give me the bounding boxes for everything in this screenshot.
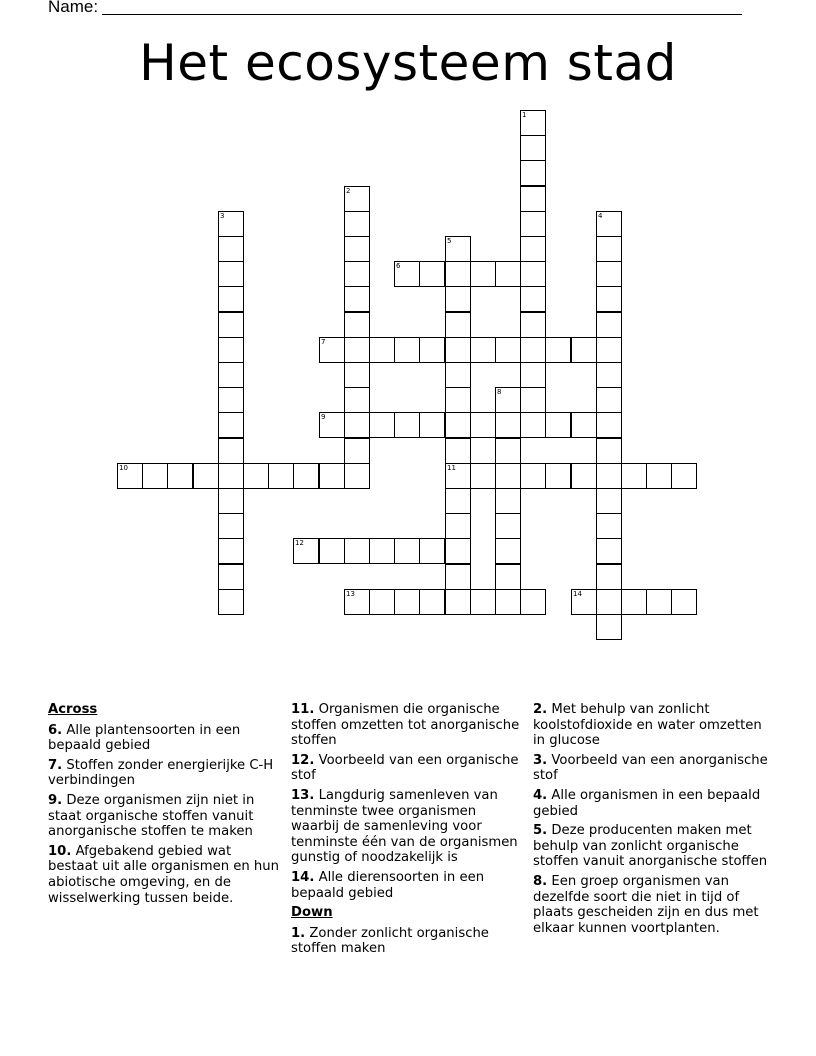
page-title: Het ecosysteem stad <box>139 34 677 92</box>
crossword-cell[interactable] <box>419 337 445 363</box>
name-label: Name: <box>48 0 99 16</box>
clue-number: 8. <box>533 873 548 889</box>
crossword-cell[interactable] <box>218 538 244 564</box>
crossword-cell[interactable] <box>445 261 471 287</box>
crossword-cell[interactable] <box>394 261 420 287</box>
clue-column-2 <box>291 702 523 961</box>
clue-down-2 <box>533 702 769 749</box>
crossword-cell[interactable] <box>596 337 622 363</box>
clue-number-label: 14 <box>573 590 582 598</box>
clue-text: Zonder zonlicht organische stoffen maken <box>291 925 489 957</box>
crossword-cell[interactable] <box>218 412 244 438</box>
clue-down-4 <box>533 788 769 819</box>
crossword-cell[interactable] <box>520 286 546 312</box>
crossword-cell[interactable] <box>344 261 370 287</box>
crossword-cell[interactable] <box>520 387 546 413</box>
down-heading: Down <box>291 905 333 921</box>
clue-across-6 <box>48 723 280 754</box>
clue-number: 11. <box>291 702 315 717</box>
clue-text: Voorbeeld van een organische stof <box>291 752 519 784</box>
clue-down-8 <box>533 874 769 936</box>
clue-number: 14. <box>291 869 315 885</box>
crossword-cell[interactable] <box>218 438 244 464</box>
crossword-cell[interactable] <box>671 589 697 615</box>
crossword-cell[interactable] <box>520 362 546 388</box>
crossword-cell[interactable] <box>394 412 420 438</box>
crossword-cell[interactable] <box>470 589 496 615</box>
crossword-cell[interactable] <box>495 538 521 564</box>
crossword-cell[interactable] <box>520 589 546 615</box>
crossword-cell[interactable] <box>495 337 521 363</box>
crossword-cell[interactable] <box>520 135 546 161</box>
clue-number-label: 3 <box>220 212 225 220</box>
crossword-cell[interactable] <box>394 538 420 564</box>
crossword-cell[interactable] <box>646 463 672 489</box>
crossword-cell[interactable] <box>445 362 471 388</box>
clue-text: Alle plantensoorten in een bepaald gebied <box>48 722 241 754</box>
clue-text: Alle dierensoorten in een bepaald gebied <box>291 869 485 901</box>
crossword-cell[interactable] <box>596 538 622 564</box>
crossword-cell[interactable] <box>571 337 597 363</box>
crossword-cell[interactable] <box>445 438 471 464</box>
crossword-cell[interactable] <box>596 614 622 640</box>
crossword-cell[interactable] <box>495 589 521 615</box>
crossword-cell[interactable] <box>344 412 370 438</box>
crossword-cell[interactable] <box>344 236 370 262</box>
crossword-cell[interactable] <box>520 110 546 136</box>
crossword-cell[interactable] <box>319 538 345 564</box>
crossword-cell[interactable] <box>117 463 143 489</box>
clue-column-3 <box>533 702 769 940</box>
crossword-cell[interactable] <box>445 312 471 338</box>
crossword-cell[interactable] <box>218 312 244 338</box>
crossword-cell[interactable] <box>495 564 521 590</box>
crossword-cell[interactable] <box>495 261 521 287</box>
crossword-cell[interactable] <box>520 463 546 489</box>
clue-across-12 <box>291 753 523 784</box>
crossword-cell[interactable] <box>319 463 345 489</box>
crossword-cell[interactable] <box>445 387 471 413</box>
clue-text: Langdurig samenleven van tenminste twee organismen waarbij de samenleving voor tenminste één van de organismen gunstig of noodzakelijk is <box>291 787 518 866</box>
crossword-cell[interactable] <box>218 337 244 363</box>
crossword-cell[interactable] <box>344 337 370 363</box>
clue-number-label: 9 <box>321 413 326 421</box>
clue-text: Deze producenten maken met behulp van zonlicht organische stoffen vanuit anorganische stoffen <box>533 823 768 870</box>
crossword-cell[interactable] <box>520 160 546 186</box>
crossword-cell[interactable] <box>218 236 244 262</box>
crossword-cell[interactable] <box>596 589 622 615</box>
crossword-cell[interactable] <box>419 589 445 615</box>
crossword-cell[interactable] <box>293 463 319 489</box>
crossword-cell[interactable] <box>218 261 244 287</box>
crossword-cell[interactable] <box>596 513 622 539</box>
crossword-cell[interactable] <box>596 211 622 237</box>
crossword-cell[interactable] <box>520 337 546 363</box>
crossword-cell[interactable] <box>495 463 521 489</box>
crossword-cell[interactable] <box>218 589 244 615</box>
crossword-cell[interactable] <box>571 463 597 489</box>
clue-number-label: 6 <box>396 262 401 270</box>
clue-text: Organismen die organische stoffen omzetten tot anorganische stoffen <box>291 702 520 749</box>
clue-text: Een groep organismen van dezelfde soort die niet in tijd of plaats gescheiden zijn en dus met elkaar kunnen voortplanten. <box>533 873 759 936</box>
clue-number: 13. <box>291 787 315 803</box>
crossword-cell[interactable] <box>369 412 395 438</box>
across-heading: Across <box>48 702 98 717</box>
clue-text: Stoffen zonder energierijke C-H verbindingen <box>48 757 274 789</box>
crossword-cell[interactable] <box>445 538 471 564</box>
crossword-cell[interactable] <box>495 438 521 464</box>
clue-number: 10. <box>48 843 72 859</box>
clue-number: 5. <box>533 823 548 839</box>
crossword-cell[interactable] <box>671 463 697 489</box>
crossword-cell[interactable] <box>596 362 622 388</box>
clue-across-7 <box>48 758 280 789</box>
crossword-cell[interactable] <box>394 337 420 363</box>
clue-text: Voorbeeld van een anorganische stof <box>533 752 768 784</box>
crossword-cell[interactable] <box>445 337 471 363</box>
clue-column-1 <box>48 702 280 910</box>
clue-number: 9. <box>48 792 63 808</box>
clue-number: 12. <box>291 752 315 768</box>
crossword-cell[interactable] <box>646 589 672 615</box>
crossword-cell[interactable] <box>218 564 244 590</box>
crossword-cell[interactable] <box>520 186 546 212</box>
crossword-cell[interactable] <box>520 236 546 262</box>
crossword-cell[interactable] <box>445 463 471 489</box>
crossword-cell[interactable] <box>218 286 244 312</box>
clue-across-10 <box>48 844 280 906</box>
crossword-cell[interactable] <box>520 261 546 287</box>
clue-number-label: 2 <box>346 187 351 195</box>
crossword-cell[interactable] <box>344 312 370 338</box>
crossword-cell[interactable] <box>596 564 622 590</box>
crossword-cell[interactable] <box>268 463 294 489</box>
clue-across-9 <box>48 793 280 840</box>
crossword-cell[interactable] <box>419 538 445 564</box>
crossword-cell[interactable] <box>495 412 521 438</box>
crossword-cell[interactable] <box>545 337 571 363</box>
crossword-cell[interactable] <box>545 463 571 489</box>
clue-number: 7. <box>48 757 63 773</box>
crossword-cell[interactable] <box>344 186 370 212</box>
crossword-cell[interactable] <box>369 589 395 615</box>
clue-number-label: 8 <box>497 388 502 396</box>
clue-number-label: 5 <box>447 237 452 245</box>
crossword-cell[interactable] <box>344 387 370 413</box>
crossword-cell[interactable] <box>218 513 244 539</box>
crossword-cell[interactable] <box>344 589 370 615</box>
crossword-cell[interactable] <box>369 538 395 564</box>
crossword-cell[interactable] <box>218 211 244 237</box>
crossword-cell[interactable] <box>495 513 521 539</box>
clue-number-label: 11 <box>447 464 456 472</box>
clue-number: 6. <box>48 722 63 738</box>
crossword-cell[interactable] <box>218 488 244 514</box>
crossword-cell[interactable] <box>445 286 471 312</box>
crossword-cell[interactable] <box>571 412 597 438</box>
crossword-cell[interactable] <box>596 488 622 514</box>
crossword-cell[interactable] <box>596 261 622 287</box>
crossword-cell[interactable] <box>344 211 370 237</box>
clue-down-1 <box>291 926 523 957</box>
crossword-cell[interactable] <box>495 387 521 413</box>
clue-number-label: 10 <box>119 464 128 472</box>
crossword-cell[interactable] <box>369 337 395 363</box>
crossword-cell[interactable] <box>596 438 622 464</box>
crossword-cell[interactable] <box>621 463 647 489</box>
crossword-cell[interactable] <box>470 337 496 363</box>
clue-across-13 <box>291 788 523 866</box>
crossword-cell[interactable] <box>520 211 546 237</box>
crossword-cell[interactable] <box>344 438 370 464</box>
crossword-cell[interactable] <box>596 412 622 438</box>
crossword-cell[interactable] <box>545 412 571 438</box>
crossword-cell[interactable] <box>596 236 622 262</box>
crossword-cell[interactable] <box>142 463 168 489</box>
crossword-cell[interactable] <box>344 538 370 564</box>
crossword-cell[interactable] <box>419 412 445 438</box>
crossword-cell[interactable] <box>445 412 471 438</box>
crossword-cell[interactable] <box>445 513 471 539</box>
crossword-cell[interactable] <box>495 488 521 514</box>
clue-number: 4. <box>533 787 548 803</box>
crossword-cell[interactable] <box>470 261 496 287</box>
clue-across-14 <box>291 870 523 901</box>
clue-number-label: 13 <box>346 590 355 598</box>
crossword-cell[interactable] <box>243 463 269 489</box>
crossword-cell[interactable] <box>167 463 193 489</box>
crossword-cell[interactable] <box>394 589 420 615</box>
crossword-cell[interactable] <box>344 362 370 388</box>
crossword-cell[interactable] <box>419 261 445 287</box>
crossword-cell[interactable] <box>596 387 622 413</box>
crossword-cell[interactable] <box>319 337 345 363</box>
clue-number: 2. <box>533 702 548 717</box>
crossword-cell[interactable] <box>621 589 647 615</box>
crossword-cell[interactable] <box>596 312 622 338</box>
crossword-cell[interactable] <box>470 463 496 489</box>
crossword-cell[interactable] <box>470 412 496 438</box>
clue-text: Afgebakend gebied wat bestaat uit alle organismen en hun abiotische omgeving, en de wisselwerking tussen beide. <box>48 843 279 906</box>
clue-down-5 <box>533 823 769 870</box>
clue-text: Met behulp van zonlicht koolstofdioxide en water omzetten in glucose <box>533 702 762 749</box>
crossword-cell[interactable] <box>445 564 471 590</box>
crossword-cell[interactable] <box>218 463 244 489</box>
crossword-cell[interactable] <box>319 412 345 438</box>
clue-number: 3. <box>533 752 548 768</box>
crossword-cell[interactable] <box>596 286 622 312</box>
crossword-cell[interactable] <box>445 589 471 615</box>
crossword-cell[interactable] <box>218 387 244 413</box>
crossword-cell[interactable] <box>344 286 370 312</box>
clue-across-11 <box>291 702 523 749</box>
crossword-cell[interactable] <box>218 362 244 388</box>
crossword-cell[interactable] <box>445 488 471 514</box>
crossword-cell[interactable] <box>193 463 219 489</box>
clue-text: Deze organismen zijn niet in staat organische stoffen vanuit anorganische stoffen te maken <box>48 792 255 840</box>
crossword-cell[interactable] <box>596 463 622 489</box>
crossword-cell[interactable] <box>344 463 370 489</box>
clue-number: 1. <box>291 925 306 941</box>
clue-text: Alle organismen in een bepaald gebied <box>533 787 761 819</box>
clue-number-label: 12 <box>295 539 304 547</box>
clue-number-label: 7 <box>321 338 326 346</box>
clue-number-label: 4 <box>598 212 603 220</box>
crossword-cell[interactable] <box>445 236 471 262</box>
clue-down-3 <box>533 753 769 784</box>
crossword-cell[interactable] <box>293 538 319 564</box>
crossword-cell[interactable] <box>520 312 546 338</box>
clue-number-label: 1 <box>522 111 527 119</box>
crossword-cell[interactable] <box>520 412 546 438</box>
crossword-cell[interactable] <box>571 589 597 615</box>
